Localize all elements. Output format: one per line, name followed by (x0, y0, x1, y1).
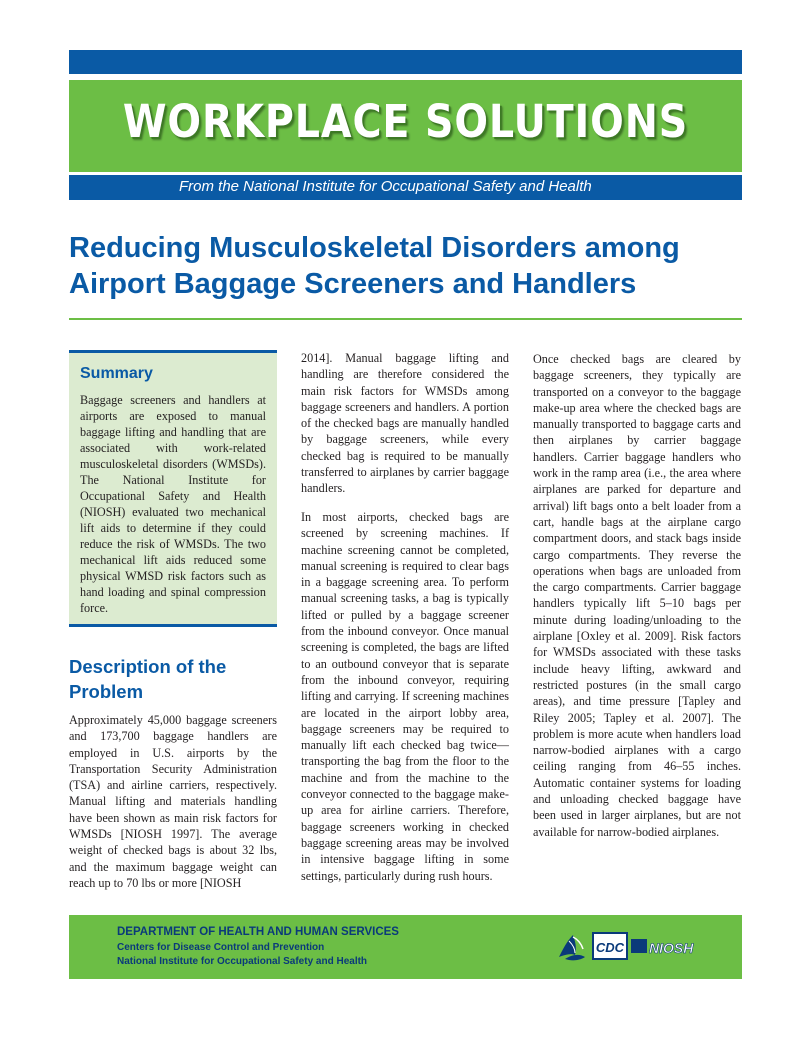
cdc-logo (593, 933, 627, 959)
title-divider (69, 318, 742, 320)
footer-cdc-name: Centers for Disease Control and Prevention (117, 942, 325, 953)
summary-text: Baggage screeners and handlers at airports are exposed to manual baggage lifting and handling that are associated with work-related musculoskeletal disorders (WMSDs). The National Institute for Occupational Safety and Health (NIOSH) evaluated two mechanical lift aids to determine if they could reduce the risk of WMSDs. The two mechanical lift aids reduced some physical WMSD risk factors such as hand loading and spinal compression force. (80, 393, 266, 615)
banner-title: WORKPLACE SOLUTIONS (122, 95, 689, 148)
summary-title: Summary (80, 365, 153, 382)
summary-box (69, 350, 277, 627)
banner (69, 80, 742, 172)
footer-department: DEPARTMENT OF HEALTH AND HUMAN SERVICES (117, 926, 399, 938)
top-blue-bar (69, 50, 742, 74)
niosh-logo-text: NIOSH (649, 940, 694, 956)
cdc-logo-text: CDC (595, 940, 625, 955)
footer-niosh-name: National Institute for Occupational Safety and Health (117, 956, 368, 967)
paragraph-1: Approximately 45,000 baggage screeners and 173,700 baggage handlers are employed in U.S. airports by the Transportation Security Administration (TSA) and airline carriers, respectively. Manual lifting and materials handling have been shown as main risk factors for WMSDs [NIOSH 1997]. The average weight of checked bags is about 32 lbs, and the maximum baggage weight can reach up to 70 lbs or more [NIOSH (69, 713, 277, 890)
hhs-eagle-icon (559, 935, 585, 960)
subtitle-bar (69, 175, 742, 200)
niosh-logo (631, 939, 694, 956)
banner-subtitle: From the National Institute for Occupational Safety and Health (179, 178, 592, 195)
paragraph-2: 2014]. Manual baggage lifting and handling are therefore considered the main risk factors for WMSDs among baggage screeners and handlers. A portion of the checked bags are manually handled by baggage screeners, while every checked bag is required to be manually transferred to airplanes by carrier baggage handlers. (301, 351, 509, 496)
section-heading: Description of the Problem (69, 656, 227, 702)
paragraph-3: In most airports, checked bags are screened by screening machines. If machine screening cannot be completed, manual screening is required to clear bags in a baggage screening area. To perform manual screening tasks, a bag is typically lifted or pulled by a baggage screener from the inbound conveyor. Once manual screening is completed, the bags are lifted to an outbound conveyor that is separate from the inbound conveyor, requiring lifting and carrying. If screening machines are located in the airport lobby area, baggage screeners may be required to manually lift each checked bag twice—transporting the bag from the floor to the machine and from the machine to the conveyor connected to the baggage make-up area for airline carriers. Therefore, baggage screeners working in checked baggage screening areas may be involved in intensive baggage lifting in some settings, particularly during rush hours. (301, 510, 509, 883)
footer (69, 915, 742, 979)
agency-logos (553, 927, 703, 967)
page-title: Reducing Musculoskeletal Disorders among Airport Baggage Screeners and Handlers (69, 232, 680, 300)
paragraph-4: Once checked bags are cleared by baggage screeners, they typically are transported on a conveyor to the baggage make-up area where the checked bags are manually transported to baggage carts and then airplanes by carrier baggage handlers. Carrier baggage handlers who work in the ramp area (i.e., the area where airplanes are parked for departure and arrival) lift bags onto a belt loader from a cart, handle bags at the airplane cargo compartment doors, and stack bags inside cargo compartments. They reverse the operations when bags are unloaded from the cargo compartments. Carrier baggage handlers typically lift 5–10 bags per minute during loading/unloading to the airplane [Oxley et al. 2009]. Risk factors for WMSDs associated with these tasks include heavy lifting, awkward and restricted postures (in the small cargo areas), and time pressure [Tapley and Riley 2005; Tapley et al. 2007]. The problem is more acute when handlers load narrow-bodied airplanes with a cargo ceiling ranging from 46–55 inches. Automatic container systems for loading and unloading checked baggage have been used in larger airplanes, but are not available for narrow-bodied airplanes. (533, 352, 741, 839)
